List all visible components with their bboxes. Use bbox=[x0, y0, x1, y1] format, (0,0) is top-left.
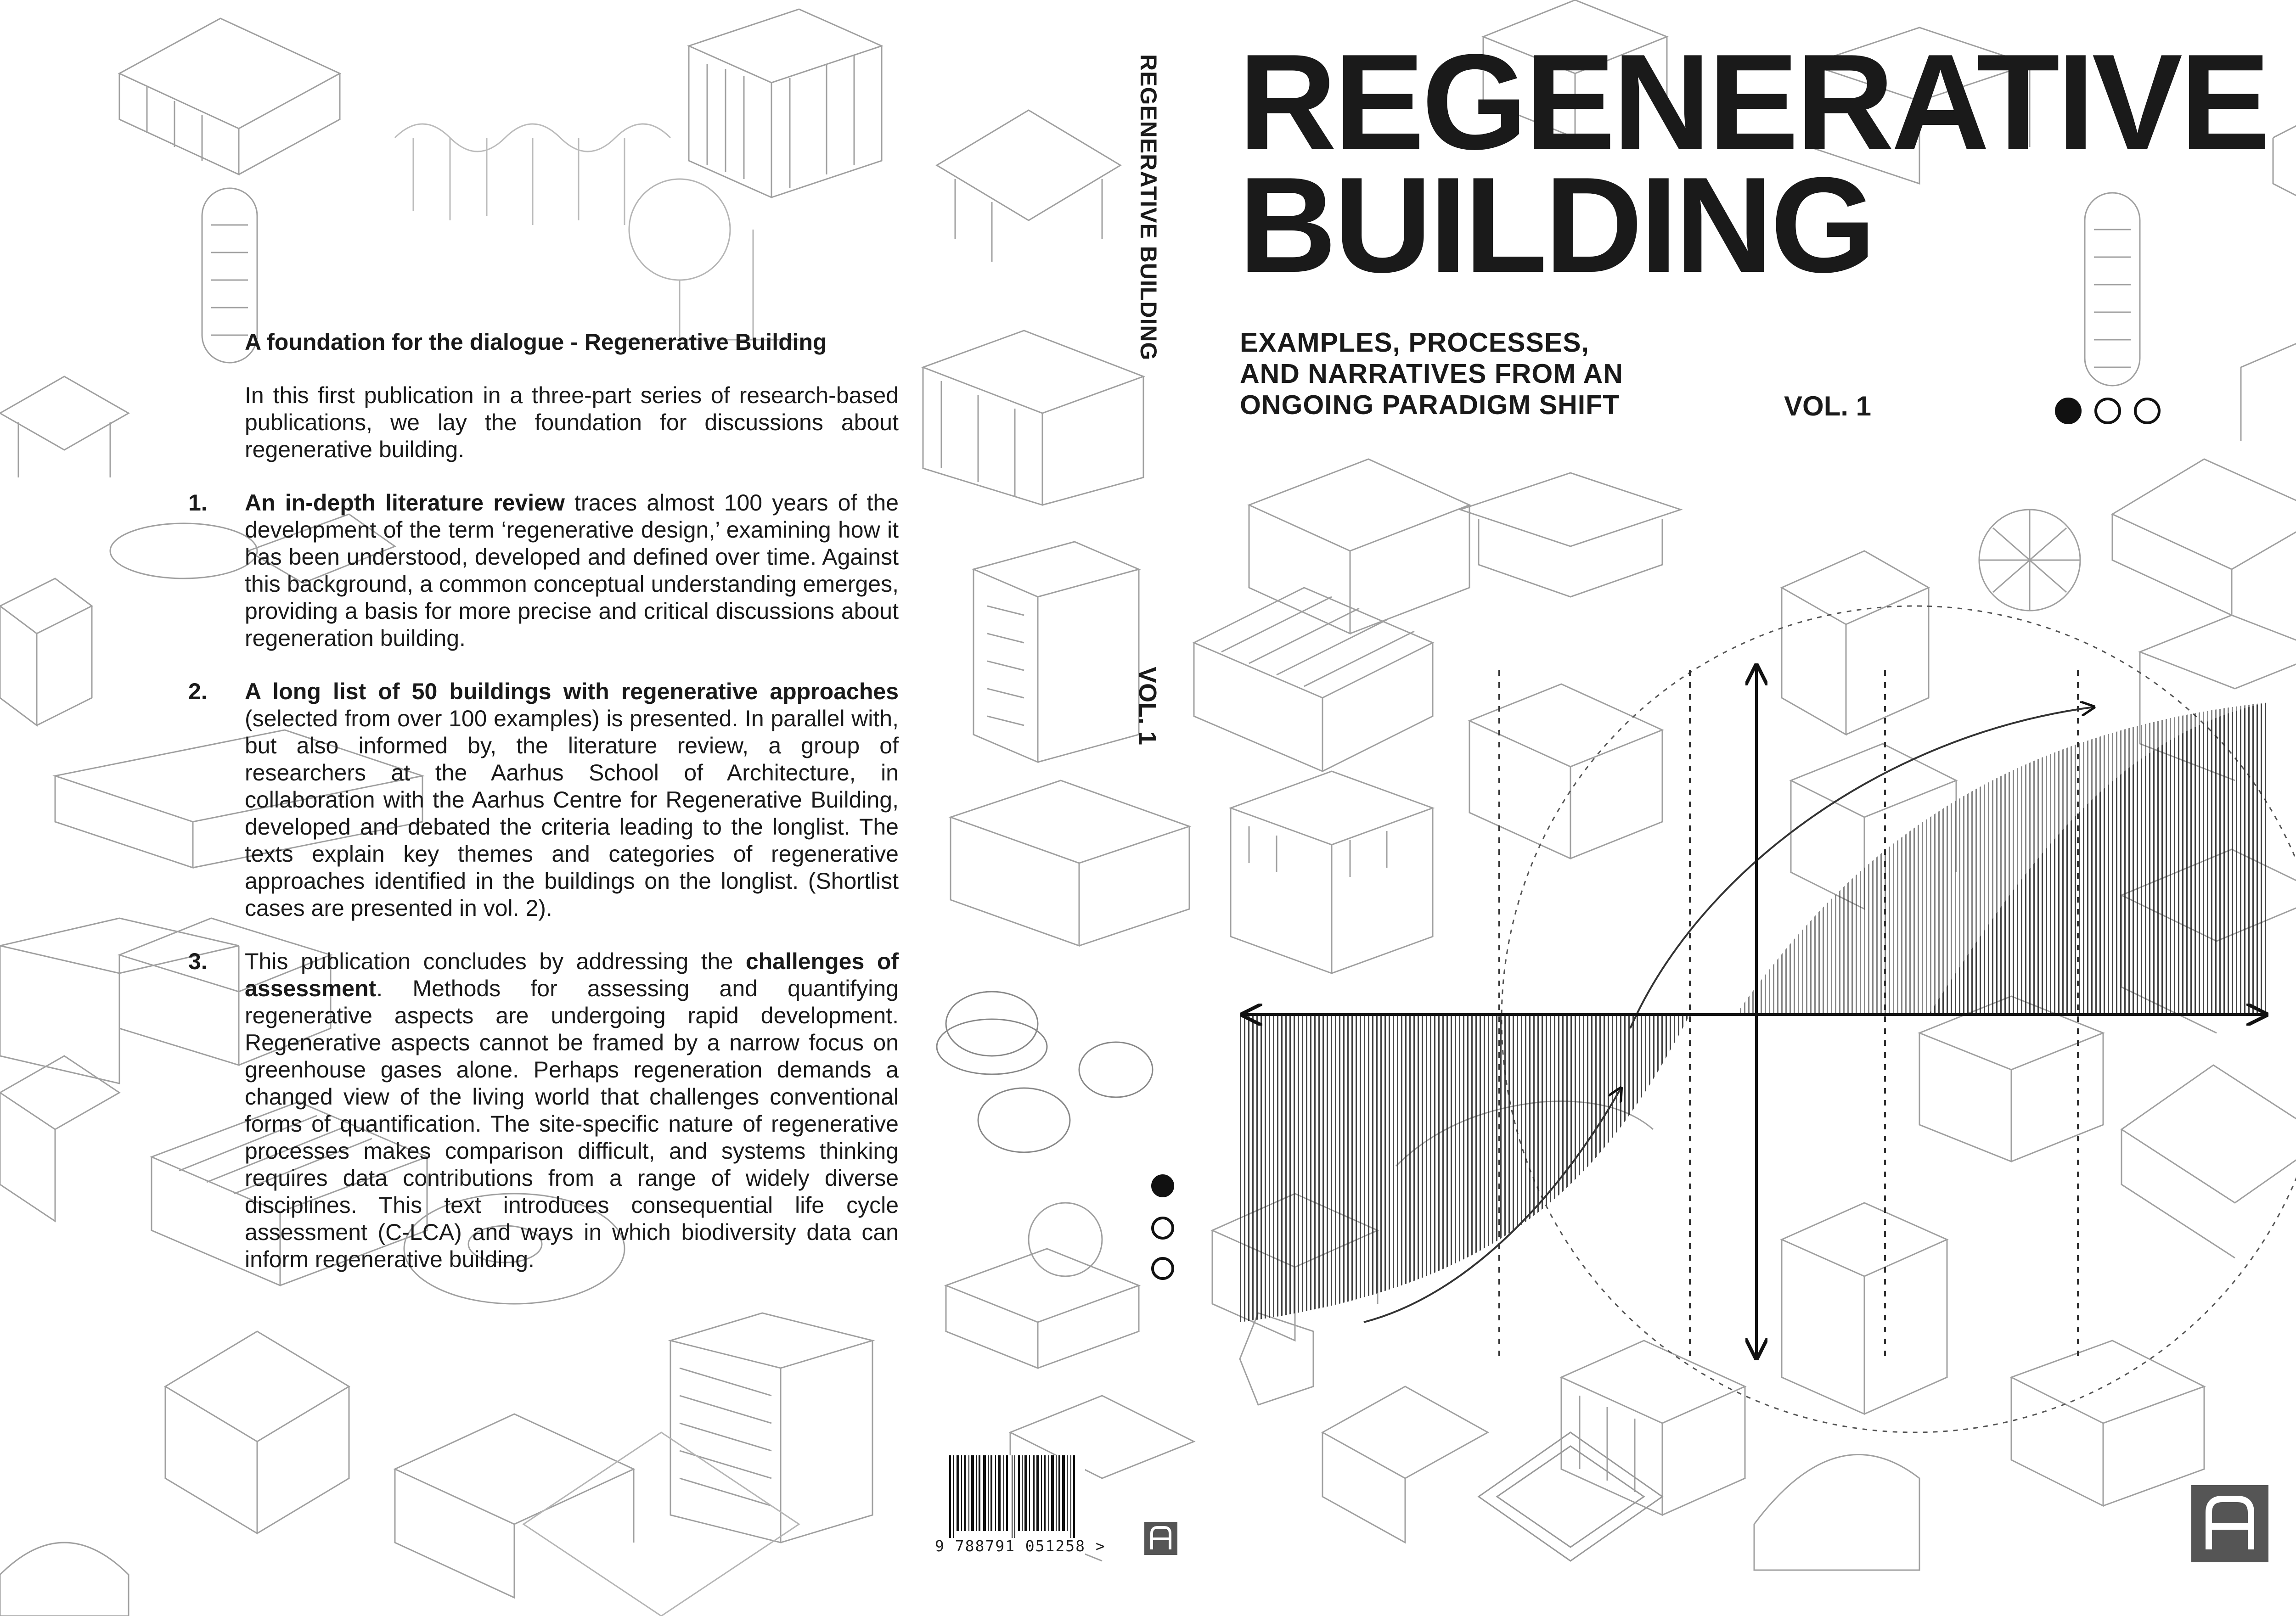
back-cover-heading: A foundation for the dialogue - Regenerative Building bbox=[245, 329, 827, 355]
back-cover-text bbox=[188, 329, 899, 1299]
front-title-line: REGENERATIVE bbox=[1238, 26, 2268, 178]
list-item-text: . Methods for assessing and quantifying regenerative aspects are undergoing rapid development. Regenerative aspects cannot be framed by a narrow focus on greenhouse gases alone. Perhaps regeneration demands a changed view of the living world that challenges conventional forms of quantification. The site-specific nature of regenerative processes makes comparison difficult, and systems thinking requires data contributions from a range of widely diverse disciplines. This text introduces consequential life cycle assessment (C-LCA) and ways in which biodiversity data can inform regenerative building. bbox=[245, 976, 899, 1272]
volume-dot-icon bbox=[2094, 398, 2121, 424]
list-item bbox=[188, 948, 899, 1273]
barcode-digits: 9 788791 051258 > bbox=[935, 1537, 1106, 1555]
front-subtitle bbox=[1240, 327, 1623, 421]
volume-dot-icon bbox=[1151, 1217, 1174, 1240]
publisher-logo-a-icon-spine bbox=[1144, 1522, 1177, 1555]
list-item-text: (selected from over 100 examples) is presented. In parallel with, but also informed by, the literature review, a group of researchers at the Aarhus School of Architecture, in collaboration with the Aarhus Centre for Regenerative Building, developed and debated the criteria leading to the longlist. The texts explain key themes and categories of regenerative approaches identified in the buildings on the longlist. (Shortlist cases are presented in vol. 2). bbox=[245, 706, 899, 921]
front-subtitle-line: AND NARRATIVES FROM AN bbox=[1240, 359, 1623, 389]
list-item-bold: challenges of assessment bbox=[245, 948, 899, 1001]
back-cover-intro: In this first publication in a three-part series of research-based publications, we lay the foundation for discussions about regenerative building. bbox=[245, 382, 899, 462]
list-item-bold: A long list of 50 buildings with regenerative approaches bbox=[245, 679, 899, 704]
volume-dot-icon bbox=[2055, 398, 2082, 424]
front-subtitle-line: ONGOING PARADIGM SHIFT bbox=[1240, 390, 1620, 420]
front-vol-label: VOL. 1 bbox=[1784, 391, 1872, 421]
list-item bbox=[188, 678, 899, 922]
list-item-text: traces almost 100 years of the development of the term ‘regenerative design,’ examining how it has been understood, developed and defined over time. Against this background, a common conceptual understanding emerges, providing a basis for more precise and critical discussions about regeneration building. bbox=[245, 490, 899, 651]
list-item-bold: An in-depth literature review bbox=[245, 490, 565, 516]
volume-dot-icon bbox=[1151, 1174, 1174, 1197]
list-item bbox=[188, 489, 899, 652]
front-title-line: BUILDING bbox=[1238, 149, 1874, 301]
list-item-pre: This publication concludes by addressing the bbox=[245, 948, 746, 974]
list-item-number: 2. bbox=[188, 679, 208, 704]
list-item-number: 3. bbox=[188, 948, 208, 974]
regenerative-diagram bbox=[1240, 606, 2296, 1432]
volume-dot-icon bbox=[1151, 1257, 1174, 1280]
spine-title: REGENERATIVE BUILDING bbox=[1136, 54, 1161, 361]
spine-vol-label: VOL. 1 bbox=[1134, 667, 1161, 746]
volume-dot-icon bbox=[2134, 398, 2161, 424]
front-subtitle-line: EXAMPLES, PROCESSES, bbox=[1240, 327, 1589, 358]
list-item-number: 1. bbox=[188, 490, 208, 516]
front-title bbox=[1238, 26, 2268, 301]
publisher-logo-a-icon-front bbox=[2191, 1485, 2268, 1562]
